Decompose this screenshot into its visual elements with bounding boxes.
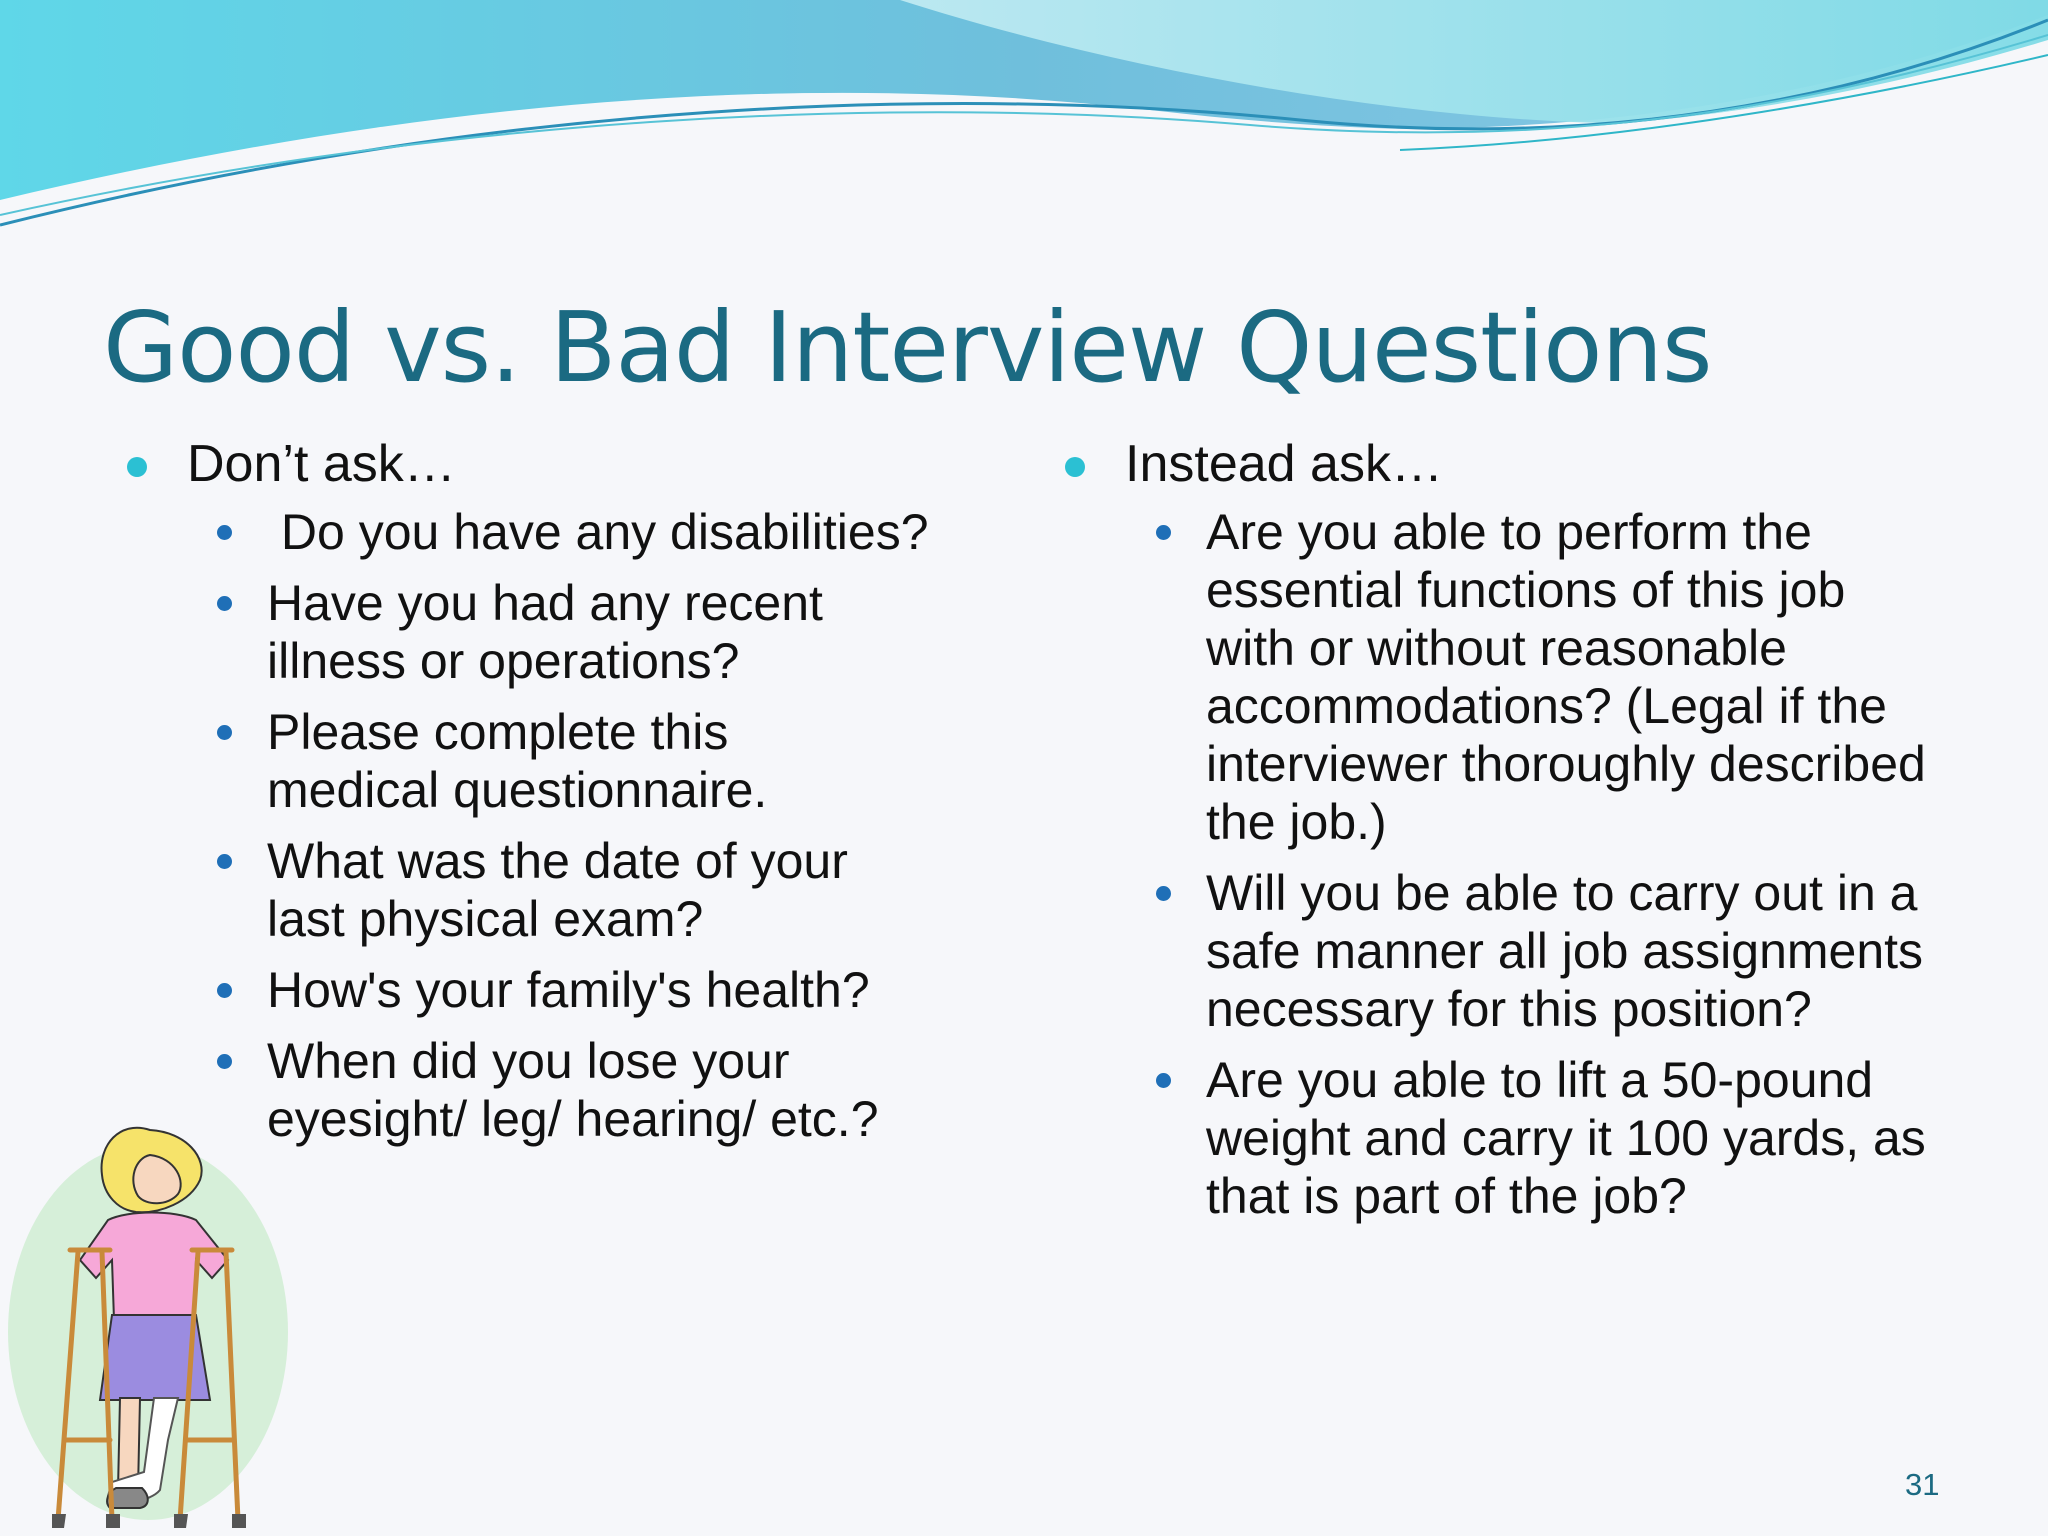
list-item-text: Please complete this medical questionnaire. bbox=[267, 704, 768, 818]
list-item-text: Do you have any disabilities? bbox=[267, 504, 929, 560]
left-heading bbox=[125, 435, 1005, 493]
wave-banner bbox=[0, 0, 2048, 240]
slide-title: Good vs. Bad Interview Questions bbox=[103, 291, 1712, 404]
bullet-icon bbox=[217, 983, 232, 998]
list-item bbox=[125, 703, 907, 819]
right-heading bbox=[1063, 435, 1963, 493]
list-item bbox=[125, 832, 907, 948]
list-item-text: What was the date of your last physical exam? bbox=[267, 833, 848, 947]
bullet-icon bbox=[217, 1054, 232, 1069]
right-column bbox=[1063, 435, 1963, 1238]
page-number: 31 bbox=[1905, 1467, 1940, 1502]
girl-on-crutches-illustration bbox=[0, 1110, 300, 1536]
list-item-text: Are you able to lift a 50-pound weight and carry it 100 yards, as that is part of the job? bbox=[1206, 1052, 1926, 1224]
list-item-text: Have you had any recent illness or operations? bbox=[267, 575, 823, 689]
list-item-text: When did you lose your eyesight/ leg/ hearing/ etc.? bbox=[267, 1033, 879, 1147]
bullet-icon bbox=[217, 854, 232, 869]
list-item-text: How's your family's health? bbox=[267, 962, 870, 1018]
list-item bbox=[125, 574, 907, 690]
right-heading-text: Instead ask… bbox=[1125, 435, 1443, 493]
left-column bbox=[125, 435, 1005, 1161]
list-item bbox=[1063, 864, 1926, 1038]
bullet-icon bbox=[217, 725, 232, 740]
right-question-list bbox=[1063, 503, 1963, 1225]
bullet-icon bbox=[1156, 525, 1171, 540]
bullet-icon bbox=[1156, 1073, 1171, 1088]
bullet-icon bbox=[1065, 457, 1085, 477]
clipart-crutch-tip-right bbox=[174, 1514, 246, 1528]
list-item bbox=[1063, 1051, 1926, 1225]
bullet-icon bbox=[127, 457, 147, 477]
list-item bbox=[1063, 503, 1926, 851]
list-item bbox=[125, 961, 967, 1019]
bullet-icon bbox=[217, 596, 232, 611]
left-heading-text: Don’t ask… bbox=[187, 435, 456, 493]
bullet-icon bbox=[217, 525, 232, 540]
bullet-icon bbox=[1156, 886, 1171, 901]
clipart-crutch-tip-left bbox=[52, 1514, 120, 1528]
left-question-list bbox=[125, 503, 1005, 1148]
list-item-text: Are you able to perform the essential functions of this job with or without reasonable accommodations? (Legal if the interviewer thoroughly described the job.) bbox=[1206, 504, 1926, 850]
list-item-text: Will you be able to carry out in a safe manner all job assignments necessary for this position? bbox=[1206, 865, 1924, 1037]
list-item bbox=[125, 503, 1005, 561]
